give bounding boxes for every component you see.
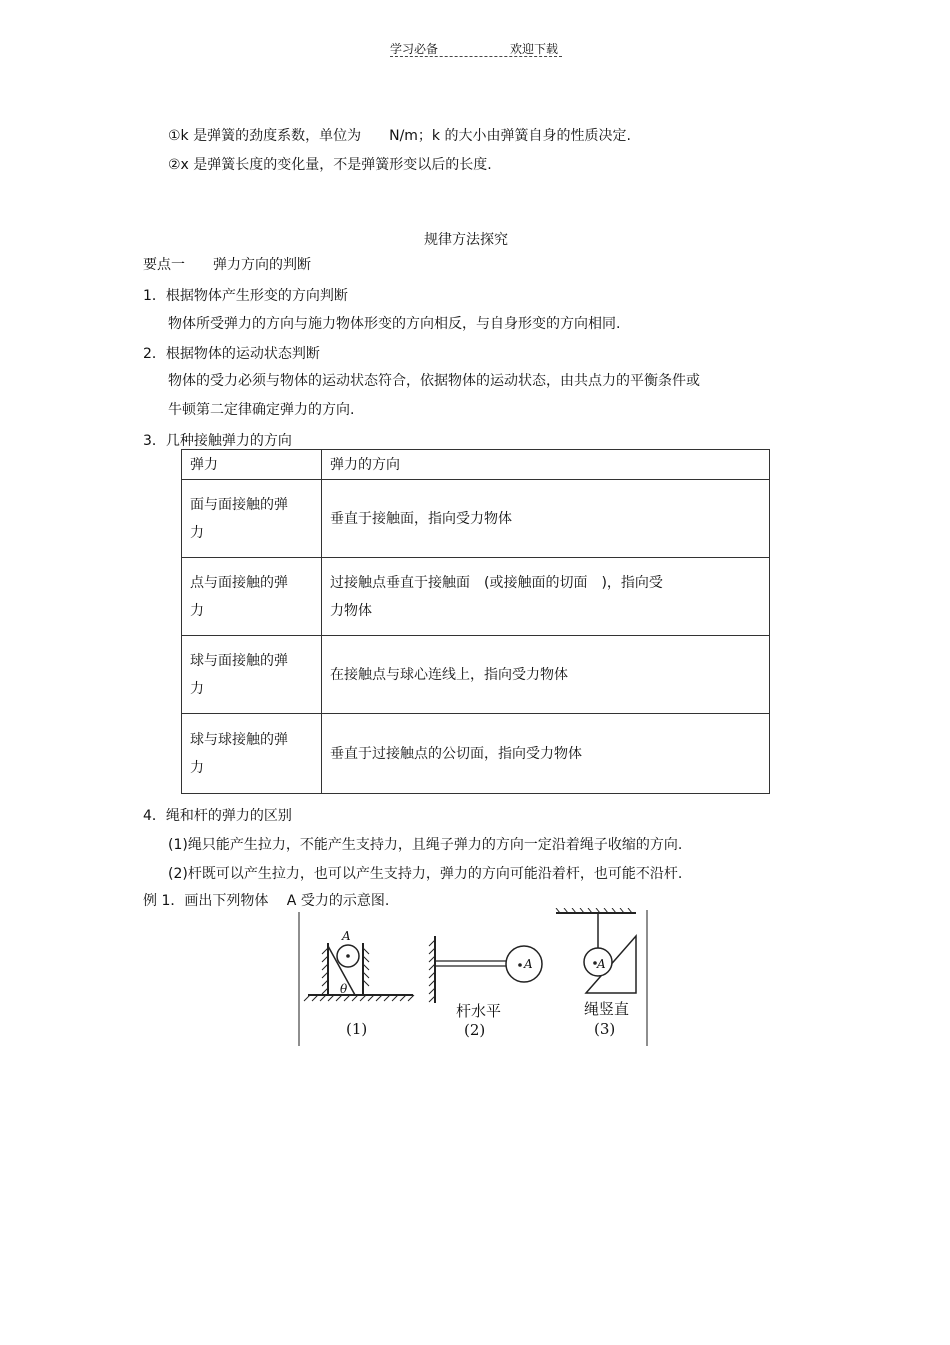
table-cell-direction: 过接触点垂直于接触面 (或接触面的切面 )，指向受 力物体 <box>322 558 770 636</box>
diagram-1 <box>304 943 414 1001</box>
angle-label: θ <box>340 982 348 996</box>
item-1-title: 1．根据物体产生形变的方向判断 <box>143 288 348 304</box>
ball-2-label: A <box>524 957 533 971</box>
caption-2: (2) <box>464 1021 486 1039</box>
header-left: 学习必备 <box>390 42 439 56</box>
table-cell-direction: 垂直于接触面，指向受力物体 <box>322 480 770 558</box>
caption-1: (1) <box>346 1020 368 1038</box>
ball-1-label: A <box>342 929 351 943</box>
example-title: 例 1．画出下列物体 A 受力的示意图. <box>143 893 390 909</box>
diagram-3 <box>556 908 636 993</box>
item-1-line: 物体所受弹力的方向与施力物体形变的方向相反，与自身形变的方向相同. <box>168 316 621 332</box>
table-cell-type: 球与面接触的弹 力 <box>182 636 322 714</box>
page-header <box>390 40 562 58</box>
table-row <box>182 636 770 714</box>
note-rod-horizontal: 杆水平 <box>456 1002 502 1020</box>
header-dashed-rule <box>390 56 562 57</box>
ball-3-label: A <box>597 957 606 971</box>
table-header-row <box>182 450 770 480</box>
item-4-line-2: (2)杆既可以产生拉力，也可以产生支持力，弹力的方向可能沿着杆，也可能不沿杆. <box>168 866 683 882</box>
item-2-line-1: 物体的受力必须与物体的运动状态符合，依据物体的运动状态，由共点力的平衡条件或 <box>168 373 700 389</box>
item-2-line-2: 牛顿第二定律确定弹力的方向. <box>168 402 355 418</box>
note-x: ②x 是弹簧长度的变化量，不是弹簧形变以后的长度. <box>168 157 492 173</box>
table-header-cell: 弹力 <box>182 450 322 480</box>
header-right: 欢迎下载 <box>509 42 558 56</box>
section-title: 规律方法探究 <box>424 232 508 248</box>
point-heading: 要点一 弹力方向的判断 <box>143 257 311 273</box>
table-row <box>182 714 770 794</box>
item-4-title: 4．绳和杆的弹力的区别 <box>143 808 292 824</box>
caption-3: (3) <box>594 1020 616 1038</box>
table-cell-direction: 在接触点与球心连线上，指向受力物体 <box>322 636 770 714</box>
item-4-line-1: (1)绳只能产生拉力，不能产生支持力，且绳子弹力的方向一定沿着绳子收缩的方向. <box>168 837 683 853</box>
contact-force-table <box>181 449 770 794</box>
item-2-title: 2．根据物体的运动状态判断 <box>143 346 320 362</box>
table-cell-type: 球与球接触的弹 力 <box>182 714 322 794</box>
table-cell-type: 点与面接触的弹 力 <box>182 558 322 636</box>
note-k: ①k 是弹簧的劲度系数，单位为 N/m；k 的大小由弹簧自身的性质决定. <box>168 128 631 144</box>
table-header-cell: 弹力的方向 <box>322 450 770 480</box>
note-rope-vertical: 绳竖直 <box>584 1000 630 1018</box>
force-diagram-figure <box>298 908 648 1046</box>
table-row <box>182 558 770 636</box>
table-cell-direction: 垂直于过接触点的公切面，指向受力物体 <box>322 714 770 794</box>
table-cell-type: 面与面接触的弹 力 <box>182 480 322 558</box>
item-3-title: 3．几种接触弹力的方向 <box>143 433 292 449</box>
table-row <box>182 480 770 558</box>
